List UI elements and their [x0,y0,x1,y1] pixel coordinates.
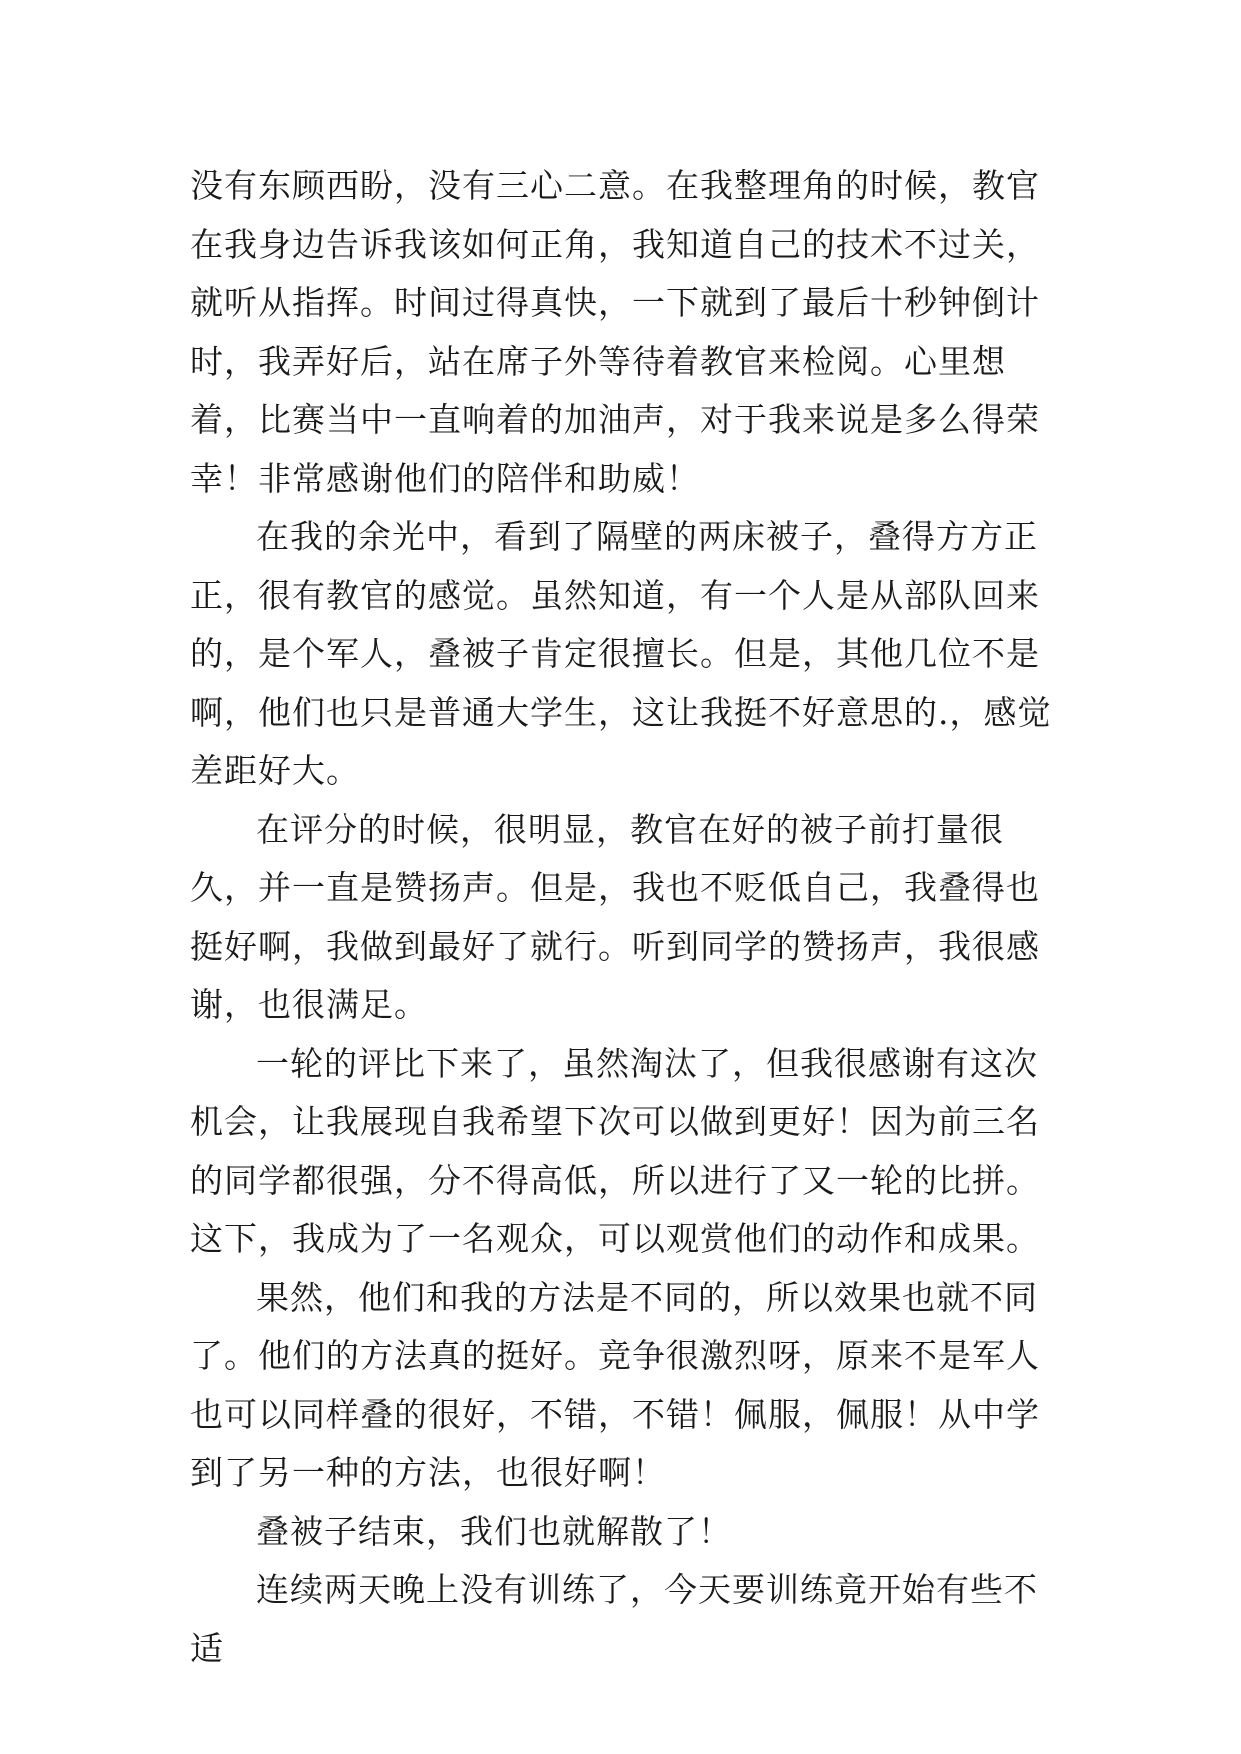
paragraph: 在评分的时候，很明显，教官在好的被子前打量很久，并一直是赞扬声。但是，我也不贬低自己，我叠得也挺好啊，我做到最好了就行。听到同学的赞扬声，我很感谢，也很满足。 [190,809,1040,1024]
paragraph: 叠被子结束，我们也就解散了！ [256,1511,732,1551]
paragraph: 在我的余光中，看到了隔壁的两床被子，叠得方方正正，很有教官的感觉。虽然知道，有一个人是从部队回来的，是个军人，叠被子肯定很擅长。但是，其他几位不是啊，他们也只是普通大学生，这让我挺不好意思的.，感觉差距好大。 [190,517,1052,790]
paragraph: 果然，他们和我的方法是不同的，所以效果也就不同了。他们的方法真的挺好。竞争很激烈呀，原来不是军人也可以同样叠的很好，不错，不错！佩服，佩服！从中学到了另一种的方法，也很好啊！ [190,1277,1040,1492]
paragraph: 没有东顾西盼，没有三心二意。在我整理角的时候，教官在我身边告诉我该如何正角，我知道自己的技术不过关，就听从指挥。时间过得真快，一下就到了最后十秒钟倒计时，我弄好后，站在席子外等待着教官来检阅。心里想着，比赛当中一直响着的加油声，对于我来说是多么得荣幸！非常感谢他们的陪伴和助威！ [190,166,1040,498]
paragraph: 连续两天晚上没有训练了，今天要训练竟开始有些不适 [190,1570,1038,1668]
paragraph: 一轮的评比下来了，虽然淘汰了，但我很感谢有这次机会，让我展现自我希望下次可以做到更好！因为前三名的同学都很强，分不得高低，所以进行了又一轮的比拼。这下，我成为了一名观众，可以观赏他们的动作和成果。 [190,1043,1040,1258]
document-body [190,157,1070,1678]
